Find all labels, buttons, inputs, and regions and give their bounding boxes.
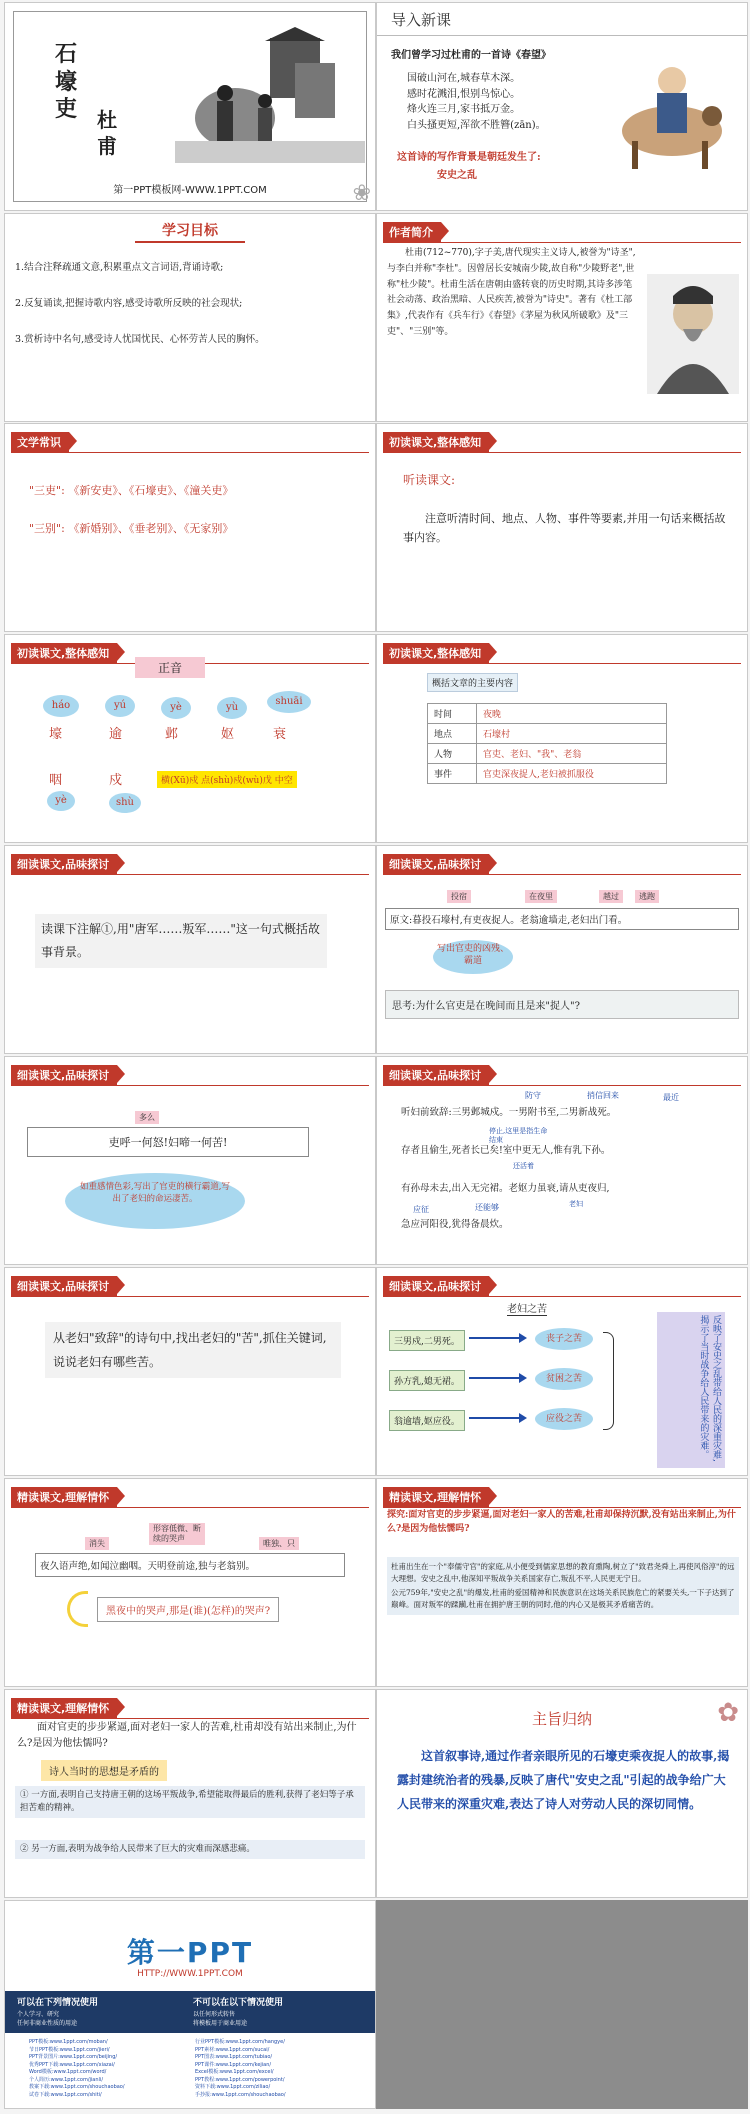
header-line [11, 1507, 369, 1508]
resource-link[interactable]: 优秀PPT下载:www.1ppt.com/xiazai/ [29, 2061, 115, 2068]
disallowed-title: 不可以在以下情况使用 [193, 1998, 284, 2008]
plum-branch-icon: ✿ [717, 1698, 739, 1728]
gloss-tag: 形容低微、断续的哭声 [149, 1523, 205, 1545]
gloss-tag: 最近 [663, 1093, 679, 1102]
char: 衰 [273, 727, 287, 742]
slide-header: 作者简介 [383, 222, 441, 242]
gloss-tag: 逃跑 [635, 890, 659, 903]
header-line [383, 663, 741, 664]
resource-link[interactable]: PPT图表:www.1ppt.com/tubiao/ [195, 2054, 273, 2060]
brace [603, 1332, 614, 1430]
heading-underline [135, 241, 245, 243]
resource-link[interactable]: Word模板:www.1ppt.com/word/ [29, 2069, 107, 2075]
suffering-bubble: 丧子之苦 [535, 1328, 593, 1350]
resource-link[interactable]: 试卷下载:www.1ppt.com/shiti/ [29, 2091, 102, 2098]
resource-link[interactable]: 资料下载:www.1ppt.com/ziliao/ [195, 2084, 271, 2090]
du-fu-portrait [647, 274, 739, 394]
slide-17[interactable] [4, 1689, 376, 1898]
shu-note: 横(Xū)戍 点(shù)戍(wù)戊 中空 [157, 771, 297, 788]
slide-header: 精读课文,理解情怀 [11, 1698, 117, 1718]
header-line [383, 1085, 741, 1086]
san-li-row [29, 482, 233, 501]
pinyin-bubble: shù [109, 793, 141, 813]
header-line [383, 1296, 741, 1297]
diagram-title: 老妇之苦 [507, 1300, 547, 1316]
gloss-tag: 唯独、只 [259, 1537, 299, 1550]
answer-text: 安史之乱 [437, 170, 477, 181]
slide-5[interactable] [4, 423, 376, 632]
slide-header: 初读课文,整体感知 [383, 643, 489, 663]
title-char: 壕 [55, 68, 78, 95]
crescent-shape [67, 1591, 88, 1627]
title-char: 吏 [55, 96, 78, 122]
gloss-tag: 消失 [85, 1537, 109, 1550]
links-right [195, 2039, 286, 2099]
pinyin-bubble: yú [105, 695, 135, 717]
resource-link[interactable]: 教案下载:www.1ppt.com/shouchaobao/ [29, 2084, 125, 2090]
pinyin-bubble: háo [43, 695, 79, 717]
slide-10[interactable] [376, 845, 748, 1054]
poet-on-horse-illustration [602, 41, 742, 171]
contradiction-title: 诗人当时的思想是矛盾的 [41, 1760, 167, 1781]
theme-summary: 这首叙事诗,通过作者亲眼所见的石壕吏乘夜捉人的故事,揭露封建统治者的残暴,反映了唐代"安史之乱"引起的战争给广大人民带来的深重灾难,表达了诗人对劳动人民的深切同情。 [397, 1749, 730, 1811]
resource-link[interactable]: Excel模板:www.1ppt.com/excel/ [195, 2069, 274, 2075]
char: 咽 [49, 773, 63, 788]
arrows [469, 1328, 529, 1438]
pronunciation-title: 正音 [135, 657, 205, 678]
row-value: 官吏、老妇、"我"、老翁 [477, 744, 667, 764]
task-text: 从老妇"致辞"的诗句中,找出老妇的"苦",抓住关键词,说说老妇有哪些苦。 [45, 1322, 341, 1378]
allowed-line: 个人学习、研究 [17, 2011, 60, 2018]
header-line [11, 1296, 369, 1297]
header-line [11, 1718, 369, 1719]
verse-box: 三男戍,二男死。 [389, 1330, 465, 1351]
pinyin-bubble: yù [217, 697, 247, 719]
gloss-tag: 越过 [599, 890, 623, 903]
slide-header: 细读课文,品味探讨 [383, 854, 489, 874]
brand-url: HTTP://WWW.1PPT.COM [137, 1969, 243, 1979]
row-items: 《新安吏》、《石壕吏》、《潼关吏》 [68, 484, 234, 497]
author-bio: 杜甫(712~770),字子美,唐代现实主义诗人,被誉为"诗圣",与李白并称"李杜"。因曾居长安城南少陵,故自称"少陵野老",世称"杜少陵"。杜甫生活在唐朝由盛转衰的历史时期,其诗多涉笔社会动荡、政治黑暗、人民疾苦,被誉为"诗史"。著有《杜工部集》,代表作有《兵车行》《春望》《茅屋为秋风所破歌》及"三吏"、"三别"等。 [387, 248, 636, 337]
slide-author [97, 107, 117, 159]
row-value: 官吏深夜捉人,老妇被抓服役 [477, 764, 667, 784]
inquiry-question: 探究:面对官吏的步步紧逼,面对老妇一家人的苦难,杜甫却保持沉默,没有站出来制止,为什么?是因为他怯懦吗? [387, 1510, 736, 1534]
slide-header: 精读课文,理解情怀 [383, 1487, 489, 1507]
corner-ornament-icon: ❀ [352, 181, 371, 206]
poem-line: 国破山河在,城春草木深。 [407, 73, 521, 84]
row-value: 夜晚 [477, 704, 667, 724]
resource-link[interactable]: 手抄报:www.1ppt.com/shouchaobao/ [195, 2091, 286, 2098]
header-line [383, 874, 741, 875]
slide-6[interactable] [376, 423, 748, 632]
template-credit: 第一PPT模板网-WWW.1PPT.COM [113, 185, 267, 196]
char: 壕 [49, 727, 63, 742]
goal-3: 3.赏析诗中名句,感受诗人忧国忧民、心怀劳苦人民的胸怀。 [15, 334, 265, 345]
task-text: 读课下注解①,用"唐军……叛军……"这一句式概括故事背景。 [35, 914, 327, 968]
slide-11[interactable] [4, 1056, 376, 1265]
author-char: 杜 [97, 108, 117, 132]
reason-2: ② 另一方面,表明为战争给人民带来了巨大的灾难而深感悲痛。 [15, 1840, 365, 1859]
char: 逾 [109, 727, 123, 742]
inquiry-p2: 公元759年,"安史之乱"的爆发,杜甫的爱国精神和民族意识在这场关系民族危亡的紧要关头,一下子达到了巅峰。面对叛军的蹂躏,杜甫在拥护唐王朝的同时,他的内心又是极其矛盾痛苦的。 [391, 1588, 735, 1609]
inquiry-p1: 杜甫出生在一个"奉儒守官"的家庭,从小便受到儒家思想的教育熏陶,树立了"致君尧舜上,再使风俗淳"的远大理想。安史之乱中,他深知平叛战争关系国家存亡,叛乱不平,人民更无宁日。 [391, 1562, 735, 1583]
gloss-tag: 多么 [135, 1111, 159, 1124]
char-row-2 [49, 769, 122, 788]
row-value: 石壕村 [477, 724, 667, 744]
table-subtitle: 概括文章的主要内容 [427, 673, 518, 692]
verse-line: 存者且偷生,死者长已矣!室中更无人,惟有乳下孙。 [401, 1145, 611, 1156]
resource-link[interactable]: PPT背景图片:www.1ppt.com/beijing/ [29, 2054, 118, 2060]
section-heading: 学习目标 [162, 223, 218, 239]
resource-link[interactable]: PPT模板:www.1ppt.com/moban/ [29, 2039, 108, 2045]
slide-header: 初读课文,整体感知 [383, 432, 489, 452]
row-key: 事件 [428, 764, 477, 784]
gloss-tag: 还能够 [475, 1203, 499, 1212]
goal-1: 1.结合注释疏通文意,积累重点文言词语,背诵诗歌; [15, 262, 224, 273]
reason-1: ① 一方面,表明自己支持唐王朝的这场平叛战争,希望能取得最后的胜利,获得了老妇等子承担苦难的精神。 [15, 1786, 365, 1818]
header-line [11, 1085, 369, 1086]
slide-header: 细读课文,品味探讨 [383, 1276, 489, 1296]
links-left [29, 2039, 125, 2099]
resource-link[interactable]: PPT课件:www.1ppt.com/kejian/ [195, 2061, 272, 2068]
poem-line: 烽火连三月,家书抵万金。 [407, 104, 521, 115]
slide-9[interactable] [4, 845, 376, 1054]
gloss-tag: 停止,这里是指生命结束 [489, 1127, 548, 1145]
slide-12[interactable] [376, 1056, 748, 1265]
char: 妪 [221, 727, 235, 742]
header-line [383, 452, 741, 453]
question-text: 面对官吏的步步紧逼,面对老妇一家人的苦难,杜甫却没有站出来制止,为什么?是因为他怯懦吗? [17, 1722, 357, 1749]
char: 邺 [165, 727, 179, 742]
slide-4[interactable] [376, 213, 748, 422]
brand-logo: 第一PPT [126, 1936, 254, 1969]
san-bie-row [29, 520, 233, 539]
goal-2: 2.反复诵读,把握诗歌内容,感受诗歌所反映的社会现状; [15, 298, 243, 309]
row-label: "三吏": [29, 484, 65, 497]
verse-line: 听妇前致辞:三男邺城戍。一男附书至,二男新战死。 [401, 1107, 617, 1118]
slide-16[interactable] [376, 1478, 748, 1687]
gloss-tag: 投宿 [447, 890, 471, 903]
section-heading: 导入新课 [391, 11, 452, 29]
summary-table [427, 703, 667, 784]
summary-vertical-text: 反映了安史之乱带给人民的深重灾难,揭示了当时战争给人民带来的灾难。 [657, 1312, 725, 1468]
comment-bubble: 如重感情色彩,写出了官吏的横行霸道,写出了老妇的命运凄苦。 [65, 1173, 245, 1229]
resource-link[interactable]: 个人简历:www.1ppt.com/jianli/ [29, 2076, 103, 2083]
table-row [428, 764, 667, 784]
question-box: 思考:为什么官吏是在晚间而且是来"捉人"? [385, 990, 739, 1019]
slide-header: 细读课文,品味探讨 [11, 854, 117, 874]
verse-line: 有孙母未去,出入无完裙。老妪力虽衰,请从吏夜归, [401, 1183, 610, 1194]
row-key: 时间 [428, 704, 477, 724]
slide-15[interactable] [4, 1478, 376, 1687]
slide-header: 细读课文,品味探讨 [11, 1276, 117, 1296]
title-char: 石 [55, 41, 78, 67]
header-line [383, 1507, 741, 1508]
comment-bubble: 写出官吏的凶残、霸道 [433, 940, 513, 974]
question-text: 这首诗的写作背景是朝廷发生了: [397, 152, 541, 163]
gloss-tag: 防守 [525, 1091, 541, 1100]
slide-14[interactable] [376, 1267, 748, 1476]
original-line: 吏呼一何怒!妇啼一何苦! [27, 1127, 309, 1157]
slide-13[interactable] [4, 1267, 376, 1476]
pinyin-bubble: shuāi [267, 691, 311, 713]
row-label: "三别": [29, 522, 65, 535]
slide-title: 主旨归纳 [531, 1710, 592, 1728]
slide-header: 文学常识 [11, 432, 69, 452]
pinyin-bubble: yè [47, 791, 75, 811]
table-row [428, 704, 667, 724]
table-row [428, 724, 667, 744]
disallowed-line: 将模板用于商业用途 [193, 2020, 248, 2027]
allowed-title: 可以在下列情况使用 [17, 1998, 99, 2008]
slide-3[interactable] [4, 213, 376, 422]
slide-18[interactable] [376, 1689, 748, 1898]
poem-line: 白头搔更短,浑欲不胜簪(zān)。 [407, 119, 546, 131]
verse-box: 翁逾墙,妪应役。 [389, 1410, 465, 1431]
resource-link[interactable]: PPT教程:www.1ppt.com/powerpoint/ [195, 2076, 285, 2083]
slide-header: 精读课文,理解情怀 [11, 1487, 117, 1507]
verse-line: 急应河阳役,犹得备晨炊。 [401, 1219, 509, 1230]
resource-link[interactable]: 节日PPT模板:www.1ppt.com/jieri/ [29, 2046, 110, 2053]
question-box: 黑夜中的哭声,那是(谁)(怎样)的哭声? [97, 1597, 279, 1622]
disallowed-line: 以任何形式转售 [193, 2011, 236, 2018]
license-bar [5, 1991, 376, 2033]
listen-instruction: 注意听清时间、地点、人物、事件等要素,并用一句话来概括故事内容。 [403, 512, 726, 544]
allowed-line: 任何非商业性质的用途 [17, 2020, 78, 2027]
char: 戍 [109, 773, 123, 788]
poem [407, 71, 546, 133]
table-row [428, 744, 667, 764]
empty-area [376, 1900, 748, 2109]
suffering-bubble: 贫困之苦 [535, 1368, 593, 1390]
gloss-tag: 还活着 [513, 1162, 534, 1170]
ink-painting-illustration [175, 23, 365, 163]
gloss-tag: 老妇 [569, 1200, 583, 1208]
gloss-tag: 应征 [413, 1205, 429, 1214]
listen-label: 听读课文: [403, 473, 456, 487]
intro-text: 我们曾学习过杜甫的一首诗《春望》 [391, 50, 551, 61]
char-row [49, 723, 286, 742]
inquiry-paragraph [387, 1557, 739, 1615]
slide-header: 细读课文,品味探讨 [383, 1065, 489, 1085]
header-line [11, 452, 369, 453]
slide-2[interactable] [376, 2, 748, 211]
verse-box: 孙方乳,媳无裙。 [389, 1370, 465, 1391]
row-key: 地点 [428, 724, 477, 744]
poem-line: 感时花溅泪,恨别鸟惊心。 [407, 88, 521, 100]
slide-title [55, 41, 77, 124]
slide-7[interactable] [4, 634, 376, 843]
gloss-tag: 捎信回来 [587, 1091, 619, 1100]
slide-1[interactable] [4, 2, 376, 211]
original-line: 原文:暮投石壕村,有吏夜捉人。老翁逾墙走,老妇出门看。 [385, 908, 739, 930]
slide-header: 细读课文,品味探讨 [11, 1065, 117, 1085]
resource-link[interactable]: 行业PPT模板:www.1ppt.com/hangye/ [195, 2039, 285, 2045]
slide-8[interactable] [376, 634, 748, 843]
row-items: 《新婚别》、《垂老别》、《无家别》 [68, 522, 234, 535]
pinyin-bubble: yè [161, 697, 191, 719]
header-line [11, 874, 369, 875]
original-line: 夜久语声绝,如闻泣幽咽。天明登前途,独与老翁别。 [35, 1553, 345, 1577]
header-line [383, 242, 741, 243]
author-char: 甫 [97, 134, 117, 158]
gloss-tag: 在夜里 [525, 890, 557, 903]
resource-link[interactable]: PPT素材:www.1ppt.com/sucai/ [195, 2046, 270, 2053]
slide-19[interactable] [4, 1900, 376, 2109]
header-bar [377, 35, 748, 36]
row-key: 人物 [428, 744, 477, 764]
suffering-bubble: 应役之苦 [535, 1408, 593, 1430]
slide-header: 初读课文,整体感知 [11, 643, 117, 663]
